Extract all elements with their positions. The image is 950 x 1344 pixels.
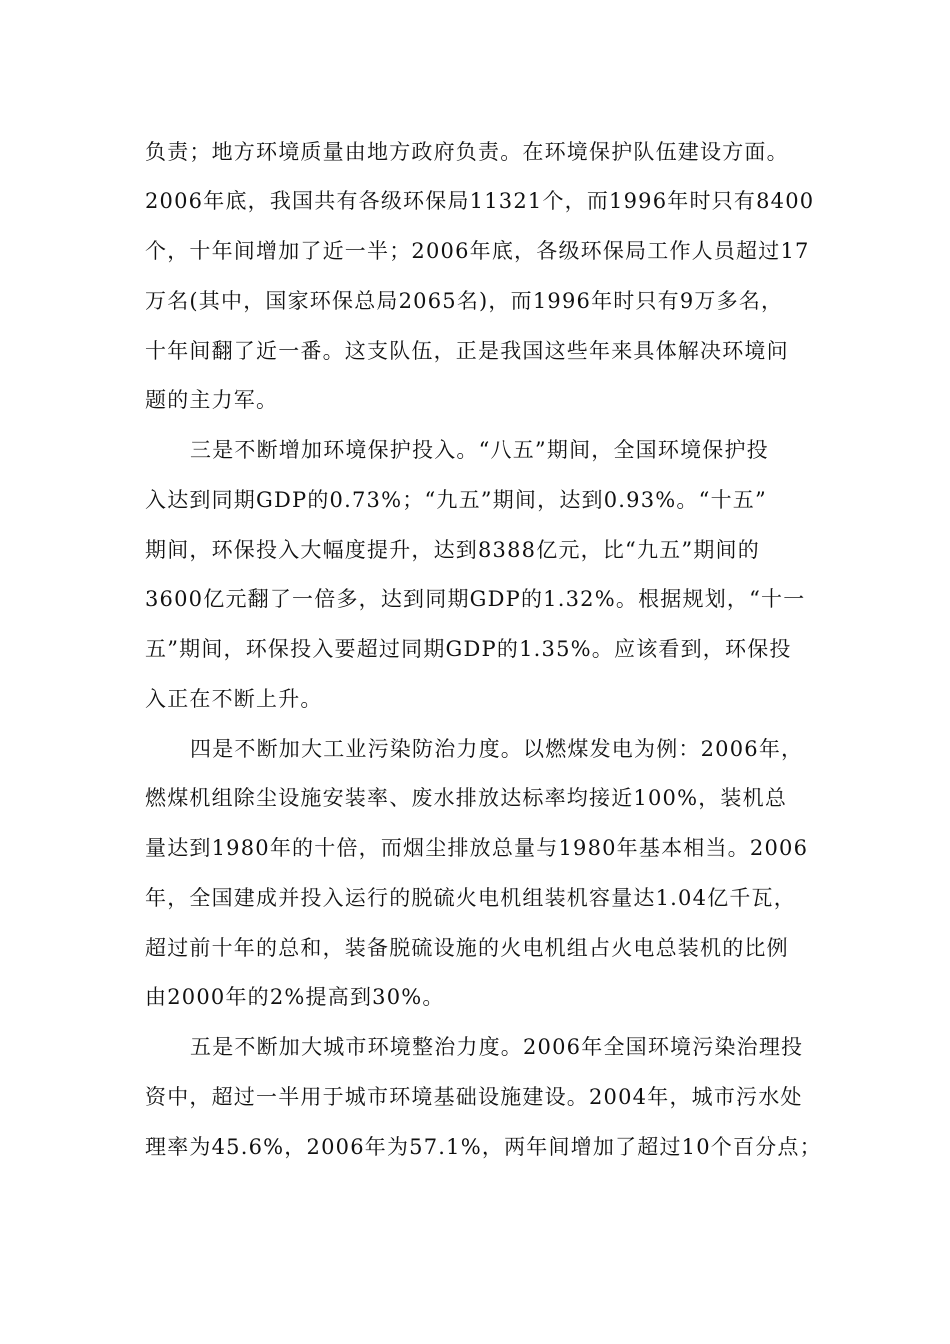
text-line: 期间，环保投入大幅度提升，达到8388亿元，比“九五”期间的 <box>145 538 760 562</box>
text-line: 超过前十年的总和，装备脱硫设施的火电机组占火电总装机的比例 <box>145 936 789 960</box>
text-line: 题的主力军。 <box>145 388 279 412</box>
text-line: 资中，超过一半用于城市环境基础设施建设。2004年，城市污水处 <box>145 1085 803 1109</box>
paragraph-first-line: 四是不断加大工业污染防治力度。以燃煤发电为例：2006年， <box>190 737 804 761</box>
text-line: 入正在不断上升。 <box>145 687 323 711</box>
paragraph-first-line: 三是不断增加环境保护投入。“八五”期间，全国环境保护投 <box>190 438 769 462</box>
text-line: 量达到1980年的十倍，而烟尘排放总量与1980年基本相当。2006 <box>145 836 809 860</box>
text-line: 入达到同期GDP的0.73%；“九五”期间，达到0.93%。“十五” <box>145 488 767 512</box>
paragraph-first-line: 五是不断加大城市环境整治力度。2006年全国环境污染治理投 <box>190 1035 804 1059</box>
text-line: 十年间翻了近一番。这支队伍，正是我国这些年来具体解决环境问 <box>145 339 789 363</box>
text-line: 燃煤机组除尘设施安装率、废水排放达标率均接近100%，装机总 <box>145 786 788 810</box>
text-line: 3600亿元翻了一倍多，达到同期GDP的1.32%。根据规划，“十一 <box>145 587 806 611</box>
text-line: 负责；地方环境质量由地方政府负责。在环境保护队伍建设方面。 <box>145 140 789 164</box>
text-line: 2006年底，我国共有各级环保局11321个，而1996年时只有8400 <box>145 189 815 213</box>
text-line: 五”期间，环保投入要超过同期GDP的1.35%。应该看到，环保投 <box>145 637 792 661</box>
text-line: 个，十年间增加了近一半；2006年底，各级环保局工作人员超过17 <box>145 239 810 263</box>
text-line: 理率为45.6%，2006年为57.1%，两年间增加了超过10个百分点； <box>145 1135 822 1159</box>
text-line: 年，全国建成并投入运行的脱硫火电机组装机容量达1.04亿千瓦， <box>145 886 796 910</box>
text-line: 由2000年的2%提高到30%。 <box>145 985 445 1009</box>
text-line: 万名(其中，国家环保总局2065名)，而1996年时只有9万多名， <box>145 289 784 313</box>
